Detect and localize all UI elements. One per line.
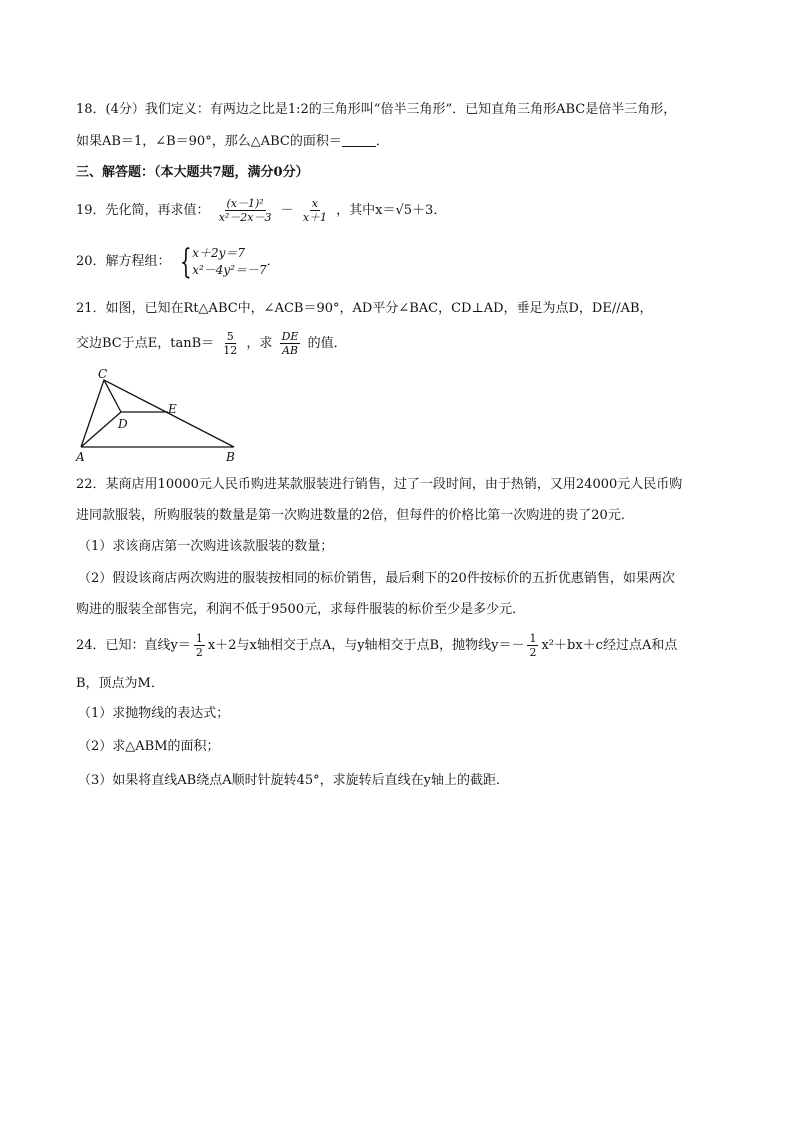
q19-frac2-num: x [311,197,319,210]
tan-den: 12 [223,344,238,357]
q24-fraction-2 [527,632,538,659]
q19-fraction-1 [217,197,274,224]
q21-line1: 21．如图，已知在Rt△ABC中，∠ACB＝90°，AD平分∠BAC，CD⊥AD，垂足为点D，DE//AB， [76,301,653,316]
ratio-fraction [280,330,301,357]
q19-frac1-den: x²－2x－3 [218,211,272,224]
q19-minus: － [280,203,294,218]
q24-f2-den: 2 [529,646,537,659]
label-a: A [76,450,85,464]
q24-part3: （3）如果将直线AB绕点A顺时针旋转45°，求旋转后直线在y轴上的截距． [78,773,509,788]
q24-part1: （1）求抛物线的表达式； [78,706,230,721]
ratio-num: DE [281,330,299,343]
q21-line2 [76,328,724,360]
tan-fraction [221,330,239,357]
q18-line2-end: ． [375,134,389,149]
q24-f1-num: 1 [195,632,203,645]
q18-line1: 18．(4分）我们定义：有两边之比是1:2的三角形叫“倍半三角形”．已知直角三角形ABC是倍半三角形， [76,102,677,117]
q19-suffix: ，其中x＝√5＋3． [336,203,447,218]
tan-num: 5 [226,330,234,343]
q24-line1 [76,629,724,663]
triangle-abc [81,380,234,447]
q22-part2-line2: 购进的服装全部售完，利润不低于9500元，求每件服装的标价至少是多少元． [76,602,526,617]
q19-prefix: 19．先化简，再求值： [76,203,210,218]
q20-prefix: 20．解方程组： [76,254,171,269]
q24-f2-num: 1 [529,632,537,645]
q20-suffix: ． [266,254,280,269]
answer-blank [342,134,376,147]
label-d: D [118,417,128,431]
label-c: C [98,367,108,381]
brace-icon: { [179,241,192,282]
q19 [76,196,724,226]
ratio-den: AB [281,344,299,357]
q18-line2 [76,132,724,152]
q22-line2: 进同款服装，所购服装的数量是第一次购进数量的2倍，但每件的价格比第一次购进的贵了20元． [76,508,634,523]
q20-eq2: x²－4y²＝－7 [192,262,267,277]
q24-part2: （2）求△ABM的面积； [78,739,220,754]
q24-line2: B，顶点为M． [76,676,164,691]
section-heading: 三、解答题：（本大题共7题，满分0分） [76,165,309,180]
label-b: B [226,450,235,464]
q24-f1-den: 2 [195,646,203,659]
q21-line2-c: 的值． [307,336,347,351]
q20 [76,242,724,282]
q19-frac2-den: x＋1 [302,211,328,224]
triangle-figure [70,366,250,466]
q19-fraction-2 [301,197,329,224]
q19-frac1-num: (x－1)² [226,197,264,210]
q21-line2-a: 交边BC于点E，tanB＝ [76,336,215,351]
q22-part1: （1）求该商店第一次购进该款服装的数量； [78,539,334,554]
q24-c: x²＋bx＋c经过点A和点 [541,638,678,653]
q22-line1: 22．某商店用10000元人民币购进某款服装进行销售，过了一段时间，由于热销，又用24000元人民币购 [76,477,683,492]
q18-line2-text: 如果AB＝1，∠B＝90°，那么△ABC的面积＝ [76,134,342,149]
q20-eq1: x＋2y＝7 [192,245,246,260]
q24-a: 24．已知：直线y＝ [76,638,191,653]
q24-b: x＋2与x轴相交于点A，与y轴相交于点B，抛物线y＝－ [207,638,525,653]
q21-line2-b: ，求 [246,336,273,351]
label-e: E [168,402,177,416]
q24-fraction-1 [194,632,205,659]
q22-part2-line1: （2）假设该商店两次购进的服装按相同的标价销售，最后剩下的20件按标价的五折优惠销售，如果两次 [78,571,675,586]
equation-system [175,241,267,282]
